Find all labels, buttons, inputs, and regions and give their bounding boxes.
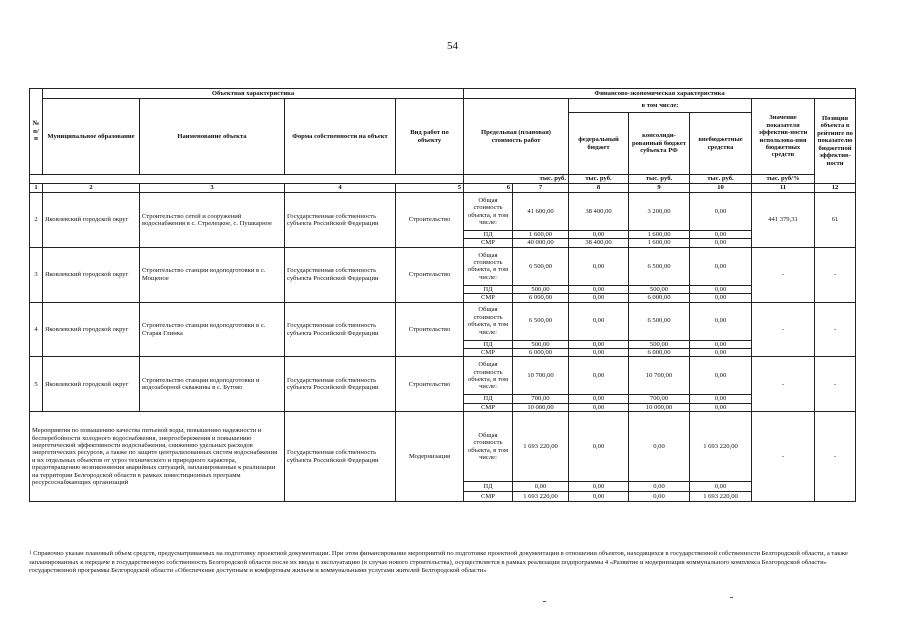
- total-consolidated: 0,00: [629, 412, 690, 482]
- total-consolidated: 10 700,00: [629, 357, 690, 395]
- header-object-characteristics: Объектная характеристика: [43, 89, 464, 99]
- total-consolidated: 6 500,00: [629, 247, 690, 285]
- total-extrabudget: 0,00: [690, 193, 752, 231]
- pd-label: ПД: [464, 285, 513, 293]
- object-name-cell: Строительство сетей и сооружений водоснабжения в с. Стрелецкое, с. Пушкарное: [140, 193, 285, 248]
- pd-extrabudget: 0,00: [690, 231, 752, 239]
- smr-cost: 6 000,00: [513, 294, 569, 302]
- indicator-value: -: [752, 247, 815, 302]
- objects-table: [29, 88, 856, 502]
- footnote-text: Справочно указан плановый объем средств, предусматриваемых на подготовку проектной документации. При этом финансирование мероприятий по подготовке проектной документации в отношении объектов, находящихся в государственной собственности Белгородской области, а также запланированных к передаче в государственную собственность Белгородской области после их ввода в эксплуатацию (в случае нового строительства), осуществляется в рамках реализации подпрограммы 4 «Развитие и модернизация коммунального комплекса Белгородской области» государственной программы Белгородской области «Обеспечение доступным и комфортным жильем и коммунальными услугами жителей Белгородской области»: [29, 550, 848, 575]
- pd-label: ПД: [464, 340, 513, 348]
- municipality-cell: Яковлевский городской округ: [43, 302, 140, 357]
- smr-label: СМР: [464, 349, 513, 357]
- smr-federal: 0,00: [569, 349, 629, 357]
- total-federal: 38 400,00: [569, 193, 629, 231]
- table-row: [30, 193, 856, 231]
- pd-consolidated: 500,00: [629, 285, 690, 293]
- pd-cost: 500,00: [513, 285, 569, 293]
- total-federal: 0,00: [569, 247, 629, 285]
- table-row: [30, 412, 856, 482]
- total-cost: 41 600,00: [513, 193, 569, 231]
- pd-consolidated: 500,00: [629, 340, 690, 348]
- smr-extrabudget: 1 693 220,00: [690, 492, 752, 502]
- pd-consolidated: 700,00: [629, 395, 690, 403]
- row-number: 4: [30, 302, 43, 357]
- smr-label: СМР: [464, 492, 513, 502]
- pd-extrabudget: 0,00: [690, 482, 752, 492]
- page-number: 54: [447, 40, 458, 52]
- header-indicator: Значение показателя эффектив-ности использова-ния бюджетных средств: [752, 99, 815, 175]
- smr-cost: 40 000,00: [513, 239, 569, 247]
- col-number: 6: [464, 184, 513, 193]
- header-municipality: Муниципальное образование: [43, 99, 140, 175]
- municipality-cell: Яковлевский городской округ: [43, 357, 140, 412]
- header-including: в том числе:: [569, 99, 752, 113]
- rating-position: -: [815, 247, 856, 302]
- municipality-cell: Яковлевский городской округ: [43, 247, 140, 302]
- smr-cost: 6 000,00: [513, 349, 569, 357]
- smr-label: СМР: [464, 403, 513, 411]
- smr-federal: 0,00: [569, 294, 629, 302]
- indicator-value: -: [752, 412, 815, 502]
- total-label: Общая стоимость объекта, в том числе:: [464, 357, 513, 395]
- pd-label: ПД: [464, 231, 513, 239]
- total-cost: 6 500,00: [513, 247, 569, 285]
- smr-consolidated: 6 000,00: [629, 349, 690, 357]
- smr-extrabudget: 0,00: [690, 349, 752, 357]
- col-number: 2: [43, 184, 140, 193]
- header-ownership: Форма собственности на объект: [285, 99, 396, 175]
- work-type-cell: Строительство: [396, 247, 464, 302]
- smr-label: СМР: [464, 294, 513, 302]
- rating-position: -: [815, 412, 856, 502]
- indicator-value: 441 379,31: [752, 193, 815, 248]
- pd-federal: 0,00: [569, 482, 629, 492]
- total-label: Общая стоимость объекта, в том числе:: [464, 247, 513, 285]
- header-federal: федеральный бюджет: [569, 113, 629, 175]
- header-consolidated: консолиди-рованный бюджет субъекта РФ: [629, 113, 690, 175]
- pd-consolidated: 1 600,00: [629, 231, 690, 239]
- work-type-cell: Строительство: [396, 193, 464, 248]
- pd-label: ПД: [464, 395, 513, 403]
- rating-position: 61: [815, 193, 856, 248]
- pd-federal: 0,00: [569, 231, 629, 239]
- pd-federal: 0,00: [569, 395, 629, 403]
- header-position: Позиция объекта в рейтинге по показателю бюджетной эффектив-ности: [815, 99, 856, 184]
- total-label: Общая стоимость объекта, в том числе:: [464, 193, 513, 231]
- ownership-cell: Государственная собственность субъекта Российской Федерации: [285, 412, 396, 502]
- rating-position: -: [815, 302, 856, 357]
- object-name-cell: Строительство станции водоподготовки в с. Старая Глинка: [140, 302, 285, 357]
- total-extrabudget: 0,00: [690, 247, 752, 285]
- smr-cost: 10 000,00: [513, 403, 569, 411]
- unit-federal: тыс. руб.: [569, 175, 629, 184]
- total-consolidated: 6 500,00: [629, 302, 690, 340]
- col-number: 3: [140, 184, 285, 193]
- total-federal: 0,00: [569, 357, 629, 395]
- pd-cost: 500,00: [513, 340, 569, 348]
- total-label: Общая стоимость объекта, в том числе:: [464, 412, 513, 482]
- ownership-cell: Государственная собственность субъекта Российской Федерации: [285, 302, 396, 357]
- unit-cost: тыс. руб.: [464, 175, 569, 184]
- object-name-cell: Строительство станции водоподготовки в с. Мощеное: [140, 247, 285, 302]
- object-name-cell: Строительство станции водоподготовки и водозаборной скважины в с. Бутово: [140, 357, 285, 412]
- header-object-name: Наименование объекта: [140, 99, 285, 175]
- total-extrabudget: 0,00: [690, 357, 752, 395]
- row-number: 3: [30, 247, 43, 302]
- total-consolidated: 3 200,00: [629, 193, 690, 231]
- col-number: 7: [513, 184, 569, 193]
- header-financial-characteristics: Финансово-экономическая характеристика: [464, 89, 856, 99]
- smr-cost: 1 693 220,00: [513, 492, 569, 502]
- smr-federal: 0,00: [569, 492, 629, 502]
- rating-position: -: [815, 357, 856, 412]
- indicator-value: -: [752, 302, 815, 357]
- pd-federal: 0,00: [569, 285, 629, 293]
- unit-extrabudget: тыс. руб.: [690, 175, 752, 184]
- pd-label: ПД: [464, 482, 513, 492]
- work-type-cell: Модернизация: [396, 412, 464, 502]
- col-number: 9: [629, 184, 690, 193]
- ownership-cell: Государственная собственность субъекта Российской Федерации: [285, 247, 396, 302]
- smr-federal: 38 400,00: [569, 239, 629, 247]
- col-number: 5: [396, 184, 464, 193]
- footnote: [29, 550, 855, 576]
- column-numbers-row: [30, 184, 856, 193]
- smr-consolidated: 6 000,00: [629, 294, 690, 302]
- pd-cost: 1 600,00: [513, 231, 569, 239]
- smr-consolidated: 1 600,00: [629, 239, 690, 247]
- smr-federal: 0,00: [569, 403, 629, 411]
- table-row: [30, 302, 856, 340]
- header-max-cost: Предельная (плановая) стоимость работ: [464, 99, 569, 175]
- col-number: 11: [752, 184, 815, 193]
- smr-extrabudget: 0,00: [690, 294, 752, 302]
- program-description-cell: Мероприятия по повышению качества питьевой воды, повышению надежности и бесперебойности холодного водоснабжения, энергосбережения и повышению энергетической эффективности водоснабжения, снижению удельных расходов энергетических ресурсов, а также по защите централизованных систем водоснабжения и их отдельных объектов от угроз технического и природного характера, предотвращению возникновения аварийных ситуаций, запланированные к реализации на территории Белгородской области в рамках инвестиционных программ ресурсоснабжающих организаций: [30, 412, 285, 502]
- col-number: 1: [30, 184, 43, 193]
- col-number: 4: [285, 184, 396, 193]
- pd-consolidated: 0,00: [629, 482, 690, 492]
- pd-extrabudget: 0,00: [690, 395, 752, 403]
- work-type-cell: Строительство: [396, 302, 464, 357]
- scan-speck: [730, 597, 733, 598]
- header-num: № п/п: [30, 89, 43, 175]
- unit-indicator: тыс. руб/%: [752, 175, 815, 184]
- total-label: Общая стоимость объекта, в том числе:: [464, 302, 513, 340]
- table-row: [30, 357, 856, 395]
- scan-speck: [543, 601, 546, 602]
- pd-cost: 700,00: [513, 395, 569, 403]
- col-number: 8: [569, 184, 629, 193]
- col-number: 10: [690, 184, 752, 193]
- ownership-cell: Государственная собственность субъекта Российской Федерации: [285, 357, 396, 412]
- smr-extrabudget: 0,00: [690, 403, 752, 411]
- pd-federal: 0,00: [569, 340, 629, 348]
- smr-consolidated: 10 000,00: [629, 403, 690, 411]
- total-cost: 10 700,00: [513, 357, 569, 395]
- work-type-cell: Строительство: [396, 357, 464, 412]
- total-extrabudget: 0,00: [690, 302, 752, 340]
- municipality-cell: Яковлевский городской округ: [43, 193, 140, 248]
- smr-consolidated: 0,00: [629, 492, 690, 502]
- indicator-value: -: [752, 357, 815, 412]
- smr-extrabudget: 0,00: [690, 239, 752, 247]
- table-row: [30, 247, 856, 285]
- row-number: 5: [30, 357, 43, 412]
- unit-consolidated: тыс. руб.: [629, 175, 690, 184]
- ownership-cell: Государственная собственность субъекта Российской Федерации: [285, 193, 396, 248]
- pd-extrabudget: 0,00: [690, 285, 752, 293]
- total-federal: 0,00: [569, 412, 629, 482]
- total-extrabudget: 1 693 220,00: [690, 412, 752, 482]
- header-work-type: Вид работ по объекту: [396, 99, 464, 175]
- pd-extrabudget: 0,00: [690, 340, 752, 348]
- smr-label: СМР: [464, 239, 513, 247]
- pd-cost: 0,00: [513, 482, 569, 492]
- row-number: 2: [30, 193, 43, 248]
- footnote-marker: 1: [29, 551, 32, 556]
- header-extrabudget: внебюджетные средства: [690, 113, 752, 175]
- col-number: 12: [815, 184, 856, 193]
- total-cost: 6 500,00: [513, 302, 569, 340]
- total-cost: 1 693 220,00: [513, 412, 569, 482]
- total-federal: 0,00: [569, 302, 629, 340]
